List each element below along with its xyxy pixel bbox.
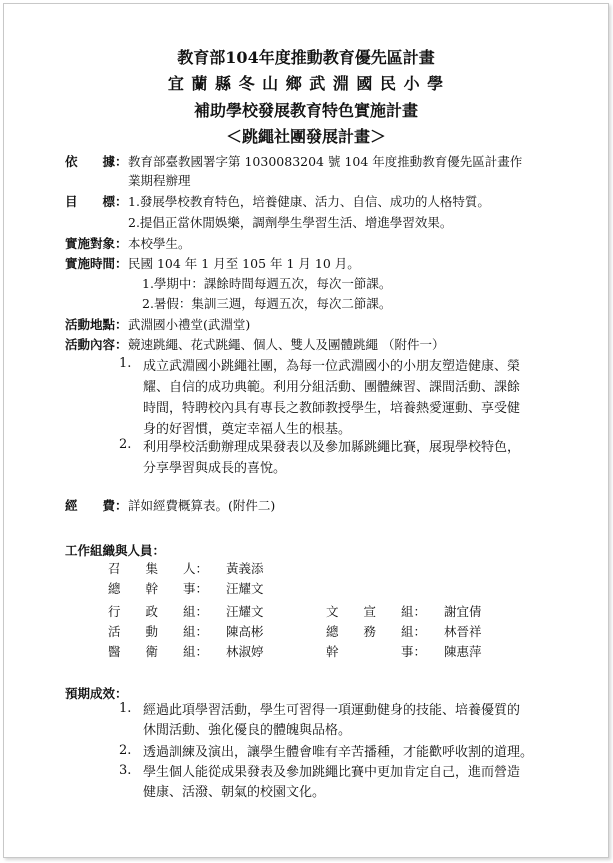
staff-name-officer: 陳惠萍	[444, 644, 482, 659]
period-item-1: 1.學期中：課餘時間每週五次，每次一節課。	[142, 276, 392, 291]
budget-label: 經 費：	[65, 498, 128, 513]
period-item-2: 2.暑假：集訓三週，每週五次，每次二節課。	[142, 296, 392, 311]
content-item-1-line: 耀、自信的成功典範。利用分組活動、團體練習、課間活動、課餘	[143, 380, 521, 395]
outcome-1-line: 經過此項學習活動，學生可習得一項運動健身的技能、培養優質的	[143, 703, 521, 718]
outcome-2-number: 2.	[119, 743, 132, 758]
location-label: 活動地點：	[65, 317, 128, 332]
outcome-1-line: 休閒活動、強化優良的體魄與品格。	[143, 723, 352, 738]
content-item-2-line: 利用學校活動辦理成果發表以及參加縣跳繩比賽，展現學校特色，	[143, 440, 521, 455]
basis-line-1: 教育部臺教國署字第 1030083204 號 104 年度推動教育優先區計畫作	[128, 154, 523, 169]
staff-name-publicity: 謝宜倩	[444, 604, 482, 619]
budget-value: 詳如經費概算表。(附件二)	[128, 498, 276, 513]
location-value: 武淵國小禮堂(武淵堂)	[128, 317, 251, 332]
content-item-1-number: 1.	[119, 356, 132, 371]
title-program: 補助學校發展教育特色實施計畫	[193, 101, 418, 120]
staff-name-convener: 黃義添	[226, 561, 264, 576]
title-ministry-plan: 教育部104年度推動教育優先區計畫	[177, 48, 435, 67]
basis-line-2: 業期程辦理	[128, 173, 191, 188]
content-label: 活動內容：	[65, 337, 128, 352]
content-item-1-line: 成立武淵國小跳繩社團，為每一位武淵國小的小朋友塑造健康、榮	[143, 359, 521, 374]
content-item-1-line: 時間，特聘校內具有專長之教師教授學生，培養熱愛運動、享受健	[143, 401, 521, 416]
staff-name-admin: 汪耀文	[226, 604, 264, 619]
staff-name-general-affairs: 林晉祥	[444, 624, 482, 639]
outcomes-heading: 預期成效：	[65, 686, 128, 701]
content-item-2-line: 分享學習與成長的喜悅。	[143, 461, 287, 476]
staff-role-secretary: 總 幹 事：	[108, 581, 209, 596]
outcome-2-line: 透過訓練及演出，讓學生體會唯有辛苦播種，才能歡呼收割的道理。	[143, 745, 534, 760]
document-page	[3, 3, 609, 858]
target-label: 實施對象：	[65, 236, 128, 251]
content-item-1	[143, 356, 520, 440]
staff-role-medical: 醫 衛 組：	[108, 644, 209, 659]
outcome-3	[143, 763, 520, 803]
title-club-plan: ＜跳繩社團發展計畫＞	[225, 127, 386, 146]
staff-role-admin: 行 政 組：	[108, 604, 209, 619]
goals-label: 目 標：	[65, 194, 128, 209]
staff-name-medical: 林淑婷	[226, 644, 264, 659]
staff-name-secretary: 汪耀文	[226, 581, 264, 596]
period-value: 民國 104 年 1 月至 105 年 1 月 10 月。	[128, 256, 360, 271]
period-label: 實施時間：	[65, 256, 128, 271]
basis-label: 依 據：	[65, 154, 128, 169]
content-item-2	[143, 437, 520, 479]
content-value: 競速跳繩、花式跳繩、個人、雙人及團體跳繩 （附件一）	[128, 337, 445, 352]
staff-role-general-affairs: 總 務 組：	[326, 624, 427, 639]
title-school-name: 宜 蘭 縣 冬 山 鄉 武 淵 國 民 小 學	[167, 74, 445, 93]
outcome-2	[143, 743, 533, 763]
outcome-3-line: 健康、活潑、朝氣的校園文化。	[143, 785, 326, 800]
outcome-1	[143, 701, 520, 741]
goal-item-1: 1.發展學校教育特色，培養健康、活力、自信、成功的人格特質。	[128, 194, 490, 209]
content-item-2-number: 2.	[119, 437, 132, 452]
staff-heading: 工作組織與人員：	[65, 543, 166, 558]
staff-role-activity: 活 動 組：	[108, 624, 209, 639]
staff-role-publicity: 文 宣 組：	[326, 604, 427, 619]
outcome-1-number: 1.	[119, 701, 132, 716]
goal-item-2: 2.提倡正當休閒娛樂，調劑學生學習生活、增進學習效果。	[128, 215, 453, 230]
content-item-1-line: 身的好習慣，奠定幸福人生的根基。	[143, 422, 352, 437]
outcome-3-number: 3.	[119, 763, 132, 778]
staff-role-convener: 召 集 人：	[108, 561, 209, 576]
staff-name-activity: 陳高彬	[226, 624, 264, 639]
target-value: 本校學生。	[128, 236, 191, 251]
staff-role-officer: 幹 事：	[326, 644, 427, 659]
outcome-3-line: 學生個人能從成果發表及參加跳繩比賽中更加肯定自己，進而營造	[143, 765, 521, 780]
